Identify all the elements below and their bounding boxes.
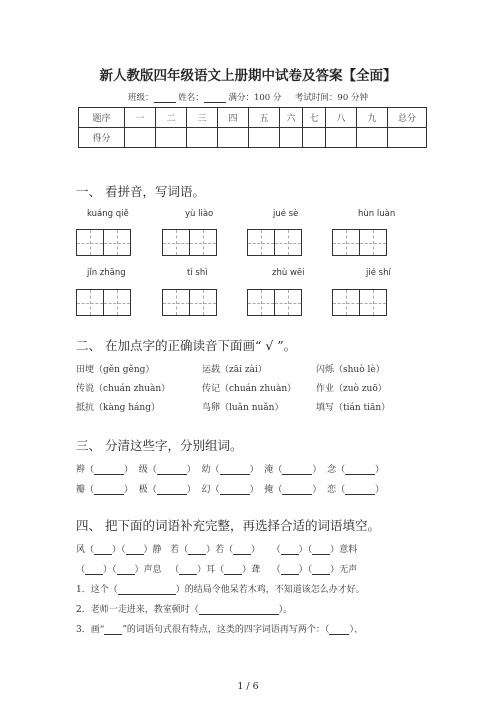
question-1 bbox=[76, 582, 365, 595]
score-header: 四 bbox=[218, 108, 249, 128]
pinyin-label: jǐn zhāng bbox=[87, 268, 126, 278]
answer-blank[interactable] bbox=[233, 545, 251, 555]
score-header: 六 bbox=[280, 108, 303, 128]
section-4-heading: 四、 把下面的词语补充完整，再选择合适的词语填空。 bbox=[76, 518, 380, 533]
document-title: 新人教版四年级语文上册期中试卷及答案【全面】 bbox=[99, 68, 397, 84]
answer-blank[interactable] bbox=[312, 565, 330, 575]
score-cell[interactable] bbox=[280, 128, 303, 148]
section-2-heading: 二、 在加点字的正确读音下面画“ √ ”。 bbox=[76, 338, 297, 353]
pinyin-label: zhù wēi bbox=[272, 268, 305, 278]
class-blank[interactable] bbox=[154, 93, 176, 103]
score-row-label: 得分 bbox=[79, 128, 125, 148]
answer-blank[interactable] bbox=[345, 465, 375, 475]
section-3-heading: 三、 分清这些字，分别组词。 bbox=[76, 438, 243, 453]
word-group-row: 瓣（ ） 极（ ） 幻（ ） 掩（ ） 恋（ ） bbox=[76, 485, 385, 495]
idiom-text: （ bbox=[170, 565, 180, 575]
class-label: 班级： bbox=[128, 93, 154, 103]
score-cell[interactable] bbox=[156, 128, 187, 148]
score-header: 一 bbox=[125, 108, 156, 128]
idiom-text: ）意料 bbox=[330, 545, 358, 555]
score-cell[interactable] bbox=[249, 128, 280, 148]
idiom-text: ）（ bbox=[298, 545, 313, 555]
answer-blank[interactable] bbox=[117, 565, 135, 575]
score-header: 八 bbox=[326, 108, 357, 128]
idiom-text: （ bbox=[76, 565, 86, 575]
tianzige-box[interactable] bbox=[76, 289, 131, 316]
answer-blank[interactable] bbox=[94, 545, 112, 555]
pinyin-label: yù liào bbox=[185, 209, 214, 219]
idiom-text: ）若（ bbox=[206, 545, 234, 555]
score-header: 二 bbox=[156, 108, 187, 128]
score-header: 五 bbox=[249, 108, 280, 128]
answer-blank[interactable] bbox=[157, 465, 187, 475]
idiom-text: ）（ bbox=[298, 565, 313, 575]
idiom-text: ）静 bbox=[143, 545, 162, 555]
char: 幼 bbox=[201, 465, 211, 475]
answer-blank[interactable] bbox=[220, 485, 250, 495]
answer-blank[interactable] bbox=[188, 545, 206, 555]
pronunciation-item[interactable]: 田埂（gěn gěng） bbox=[76, 365, 155, 375]
char: 瓣 bbox=[76, 485, 86, 495]
answer-blank[interactable] bbox=[94, 465, 124, 475]
idiom-text: 若（ bbox=[170, 545, 189, 555]
answer-blank[interactable] bbox=[199, 605, 279, 615]
score-cell[interactable] bbox=[357, 128, 388, 148]
answer-blank[interactable] bbox=[329, 625, 349, 635]
question-text: ）的结局令他呆若木鸡，不知道该怎么办才好。 bbox=[175, 585, 365, 595]
answer-blank[interactable] bbox=[118, 585, 176, 595]
score-header: 七 bbox=[303, 108, 326, 128]
idiom-text: 风（ bbox=[76, 545, 95, 555]
score-header: 总分 bbox=[388, 108, 427, 128]
score-header: 题序 bbox=[79, 108, 125, 128]
idiom-row bbox=[76, 562, 357, 575]
question-text: ”的词语句式很有特点，这类的四字词语再写两个：（ bbox=[122, 625, 330, 635]
idiom-row bbox=[76, 542, 357, 555]
pronunciation-item[interactable]: 运载（zāi zài） bbox=[202, 365, 267, 375]
answer-blank[interactable] bbox=[281, 565, 299, 575]
pronunciation-item[interactable]: 填写（tián tiān） bbox=[316, 403, 391, 413]
tianzige-box[interactable] bbox=[247, 229, 302, 256]
pinyin-label: kuáng qiě bbox=[87, 209, 129, 219]
score-cell[interactable] bbox=[187, 128, 218, 148]
idiom-text: ）聋 bbox=[242, 565, 261, 575]
answer-blank[interactable] bbox=[94, 485, 124, 495]
answer-blank[interactable] bbox=[282, 485, 312, 495]
score-value-row bbox=[79, 128, 427, 148]
answer-blank[interactable] bbox=[179, 565, 197, 575]
answer-blank[interactable] bbox=[281, 545, 299, 555]
score-cell[interactable] bbox=[326, 128, 357, 148]
idiom-text: ） bbox=[251, 545, 261, 555]
score-header: 九 bbox=[357, 108, 388, 128]
char: 念 bbox=[327, 465, 337, 475]
question-3 bbox=[76, 622, 363, 635]
score-cell[interactable] bbox=[303, 128, 326, 148]
exam-time: 考试时间：90 分钟 bbox=[294, 93, 368, 103]
page-number: 1 / 6 bbox=[237, 681, 259, 692]
question-text: 3．画“ bbox=[76, 625, 105, 635]
question-2 bbox=[76, 602, 292, 615]
name-blank[interactable] bbox=[204, 93, 226, 103]
char: 辫 bbox=[76, 465, 86, 475]
char: 恋 bbox=[327, 485, 337, 495]
idiom-text: ）（ bbox=[103, 565, 117, 575]
answer-blank[interactable] bbox=[345, 485, 375, 495]
score-cell[interactable] bbox=[218, 128, 249, 148]
char: 掩 bbox=[264, 485, 274, 495]
score-cell[interactable] bbox=[388, 128, 427, 148]
idiom-text: （ bbox=[271, 545, 281, 555]
score-table bbox=[78, 107, 427, 148]
pronunciation-item[interactable]: 抵抗（kàng háng） bbox=[76, 403, 160, 413]
char: 淹 bbox=[264, 465, 274, 475]
pronunciation-item[interactable]: 传记（chuán zhuàn） bbox=[202, 384, 297, 394]
tianzige-box[interactable] bbox=[332, 289, 387, 316]
idiom-text: ）声息 bbox=[134, 565, 162, 575]
answer-blank[interactable] bbox=[104, 625, 122, 635]
question-text: 1．这个（ bbox=[76, 585, 118, 595]
pronunciation-item[interactable]: 闪烁（shuò lè） bbox=[316, 365, 385, 375]
tianzige-box[interactable] bbox=[247, 289, 302, 316]
idiom-text: （ bbox=[271, 565, 281, 575]
question-text: 2．老师一走进来，教室顿时（ bbox=[76, 605, 199, 615]
tianzige-box[interactable] bbox=[162, 229, 217, 256]
pronunciation-item[interactable]: 传说（chuán zhuàn） bbox=[76, 384, 171, 394]
answer-blank[interactable] bbox=[220, 465, 250, 475]
question-text: ）。 bbox=[278, 605, 293, 615]
char: 幻 bbox=[201, 485, 211, 495]
score-header-row bbox=[79, 108, 427, 128]
answer-blank[interactable] bbox=[312, 545, 330, 555]
section-1-heading: 一、 看拼音，写词语。 bbox=[76, 184, 205, 199]
pinyin-label: hùn luàn bbox=[358, 209, 396, 219]
word-group-row: 辫（ ） 级（ ） 幼（ ） 淹（ ） 念（ ） bbox=[76, 465, 385, 475]
char: 极 bbox=[138, 485, 148, 495]
idiom-text: ）（ bbox=[112, 545, 126, 555]
score-cell[interactable] bbox=[125, 128, 156, 148]
pinyin-label: tì shì bbox=[187, 268, 208, 278]
name-label: 姓名： bbox=[178, 93, 204, 103]
answer-blank[interactable] bbox=[282, 465, 312, 475]
tianzige-box[interactable] bbox=[162, 289, 217, 316]
answer-blank[interactable] bbox=[224, 565, 242, 575]
char: 级 bbox=[138, 465, 148, 475]
exam-info bbox=[0, 91, 496, 103]
idiom-text: ）耳（ bbox=[197, 565, 225, 575]
pronunciation-item[interactable]: 作业（zuò zuō） bbox=[316, 384, 387, 394]
score-header: 三 bbox=[187, 108, 218, 128]
answer-blank[interactable] bbox=[157, 485, 187, 495]
idiom-text: ）无声 bbox=[330, 565, 358, 575]
full-score: 满分：100 分 bbox=[228, 93, 282, 103]
question-text: ）、 bbox=[349, 625, 363, 635]
tianzige-box[interactable] bbox=[76, 229, 131, 256]
pinyin-label: jué sè bbox=[273, 209, 299, 219]
answer-blank[interactable] bbox=[126, 545, 144, 555]
pronunciation-item[interactable]: 鸟卵（luǎn nuǎn） bbox=[202, 403, 284, 413]
answer-blank[interactable] bbox=[85, 565, 103, 575]
pinyin-label: jié shí bbox=[366, 268, 391, 278]
tianzige-box[interactable] bbox=[332, 229, 387, 256]
